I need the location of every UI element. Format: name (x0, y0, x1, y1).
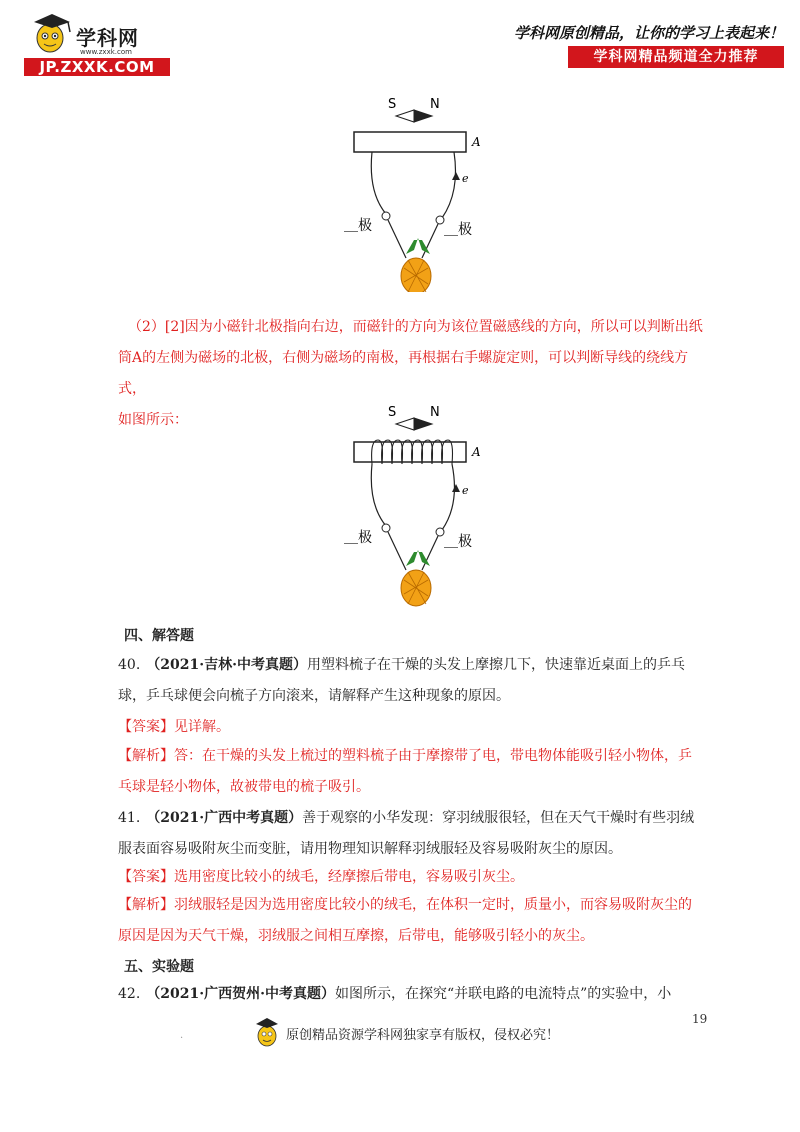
pineapple-icon (401, 238, 431, 292)
right-terminal (436, 216, 444, 224)
page-header (0, 0, 800, 80)
section-5-heading: 五、实验题 (124, 959, 194, 975)
q41-source: （2021·广西中考真题） (146, 810, 303, 826)
mascot-icon (252, 1016, 282, 1050)
q41-analysis-tag: 【解析】 (118, 897, 174, 913)
logo-url-badge: JP.ZXXK.COM (24, 58, 170, 76)
section-4-heading: 四、解答题 (124, 628, 194, 644)
compass-n-label: N (430, 405, 440, 420)
left-terminal (382, 212, 390, 220)
q40-answer-text: 见详解。 (174, 719, 230, 735)
pineapple-icon (401, 550, 431, 606)
header-slogan: 学科网原创精品，让你的学习上表起来！ (513, 24, 784, 42)
current-label-e: e (462, 484, 469, 497)
footer-dot: . (180, 1030, 184, 1041)
q41-text-2: 服表面容易吸附灰尘而变脏，请用物理知识解释羽绒服轻及容易吸附灰尘的原因。 (118, 841, 622, 857)
current-arrow-icon (452, 484, 460, 492)
answer-2-line-2: 筒A的左侧为磁场的北极，右侧为磁场的南极，再根据右手螺旋定则，可以判断导线的绕线方式， (118, 350, 689, 397)
right-wire (442, 152, 456, 218)
solenoid-diagram (330, 92, 500, 292)
current-label-e: e (462, 172, 469, 185)
left-pole-label: ＿极 (344, 218, 372, 234)
compass-n-label: N (430, 97, 440, 112)
q41-number: 41. (118, 810, 141, 826)
q40-analysis-1: 答：在干燥的头发上梳过的塑料梳子由于摩擦带了电，带电物体能吸引轻小物体，乒 (174, 748, 692, 764)
q40-analysis (118, 741, 708, 803)
zxxk-logo (18, 12, 168, 74)
question-41 (118, 803, 708, 865)
footer-copyright: 原创精品资源学科网独家享有版权，侵权必究！ (286, 1028, 560, 1043)
left-wire (371, 152, 386, 214)
answer-2-line-1: （2）[2]因为小磁针北极指向右边，而磁针的方向为该位置磁感线的方向，所以可以判断出纸 (128, 319, 703, 335)
tube-label-a: A (472, 135, 481, 149)
right-terminal (436, 528, 444, 536)
solenoid-figure-answer (330, 400, 500, 600)
q40-source: （2021·吉林·中考真题） (146, 657, 307, 673)
right-pole-label: ＿极 (444, 534, 472, 550)
q40-analysis-tag: 【解析】 (118, 748, 174, 764)
left-terminal (382, 524, 390, 532)
paper-tube (354, 442, 466, 462)
answer-2-line-3: 如图所示： (118, 412, 188, 428)
current-arrow-icon (452, 172, 460, 180)
paper-tube (354, 132, 466, 152)
page-footer (250, 1016, 610, 1052)
q41-text-1: 善于观察的小华发现：穿羽绒服很轻，但在天气干燥时有些羽绒 (302, 810, 695, 826)
q40-analysis-2: 乓球是轻小物体，故被带电的梳子吸引。 (118, 779, 370, 795)
solenoid-figure-original (330, 92, 500, 292)
compass-south-half (396, 418, 414, 430)
q41-analysis (118, 890, 708, 952)
compass-s-label: S (388, 97, 397, 112)
header-banner: 学科网精品频道全力推荐 (568, 46, 784, 68)
q42-number: 42. (118, 986, 141, 1002)
q40-text-2: 球，乒乓球便会向梳子方向滚来，请解释产生这种现象的原因。 (118, 688, 510, 704)
right-pole-label: ＿极 (444, 222, 472, 238)
q42-source: （2021·广西贺州·中考真题） (146, 986, 335, 1002)
left-pole-label: ＿极 (344, 530, 372, 546)
q41-answer-tag: 【答案】 (118, 869, 174, 885)
q40-answer (118, 712, 708, 743)
tube-label-a: A (472, 445, 481, 459)
left-wire (371, 464, 386, 526)
q41-answer (118, 862, 708, 893)
q40-number: 40. (118, 657, 141, 673)
q41-answer-text: 选用密度比较小的绒毛，经摩擦后带电，容易吸引灰尘。 (174, 869, 524, 885)
logo-subtext: www.zxxk.com (80, 48, 132, 56)
q41-analysis-2: 原因是因为天气干燥，羽绒服之间相互摩擦，后带电，能够吸引轻小的灰尘。 (118, 928, 594, 944)
q40-answer-tag: 【答案】 (118, 719, 174, 735)
q41-analysis-1: 羽绒服轻是因为选用密度比较小的绒毛，在体积一定时，质量小，而容易吸附灰尘的 (174, 897, 692, 913)
compass-south-half (396, 110, 414, 122)
q40-text-1: 用塑料梳子在干燥的头发上摩擦几下，快速靠近桌面上的乒乓 (306, 657, 685, 673)
question-40 (118, 650, 708, 712)
logo-text: 学科网 (76, 26, 139, 50)
compass-s-label: S (388, 405, 397, 420)
page-number: 19 (692, 1012, 708, 1026)
mascot-icon (24, 12, 74, 58)
right-wire (442, 464, 454, 530)
solenoid-wound-diagram (330, 400, 500, 620)
question-42 (118, 979, 708, 1010)
q42-text-1: 如图所示，在探究“并联电路的电流特点”的实验中，小 (334, 986, 672, 1002)
